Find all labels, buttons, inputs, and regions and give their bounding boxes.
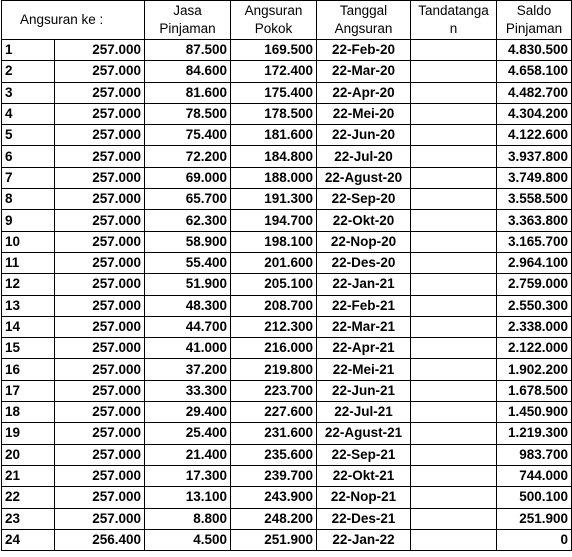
cell-angsuran-pokok: 227.600: [231, 402, 317, 423]
cell-tandatangan: [411, 82, 497, 103]
cell-tandatangan: [411, 508, 497, 529]
cell-angsuran-ke: 19: [2, 423, 55, 444]
table-row: [2, 210, 572, 231]
cell-angsuran: 257.000: [55, 82, 145, 103]
cell-angsuran-pokok: 248.200: [231, 508, 317, 529]
header-tanggal-angsuran: [317, 1, 411, 40]
cell-angsuran-ke: 4: [2, 103, 55, 124]
header-tanggal-line1: Tanggal: [339, 3, 388, 18]
cell-angsuran: 257.000: [55, 338, 145, 359]
cell-angsuran-ke: 18: [2, 402, 55, 423]
cell-tanggal-angsuran: 22-Sep-21: [317, 444, 411, 465]
cell-angsuran-pokok: 219.800: [231, 359, 317, 380]
table-row: [2, 146, 572, 167]
cell-angsuran-ke: 21: [2, 465, 55, 486]
cell-jasa-pinjaman: 21.400: [145, 444, 231, 465]
cell-jasa-pinjaman: 81.600: [145, 82, 231, 103]
cell-tandatangan: [411, 423, 497, 444]
cell-angsuran: 257.000: [55, 103, 145, 124]
cell-tandatangan: [411, 274, 497, 295]
header-pokok-line2: Pokok: [254, 21, 293, 36]
cell-saldo-pinjaman: 3.749.800: [497, 167, 572, 188]
cell-jasa-pinjaman: 33.300: [145, 380, 231, 401]
cell-tanggal-angsuran: 22-Mei-21: [317, 359, 411, 380]
cell-tanggal-angsuran: 22-Feb-21: [317, 295, 411, 316]
cell-saldo-pinjaman: 3.165.700: [497, 231, 572, 252]
cell-saldo-pinjaman: 3.937.800: [497, 146, 572, 167]
cell-saldo-pinjaman: 744.000: [497, 465, 572, 486]
cell-saldo-pinjaman: 1.219.300: [497, 423, 572, 444]
header-tanggal-line2: Angsuran: [334, 21, 393, 36]
cell-angsuran: 257.000: [55, 231, 145, 252]
installment-table: [1, 0, 572, 551]
cell-angsuran-pokok: 191.300: [231, 189, 317, 210]
cell-saldo-pinjaman: 983.700: [497, 444, 572, 465]
cell-angsuran-ke: 15: [2, 338, 55, 359]
table-row: [2, 465, 572, 486]
cell-angsuran-ke: 9: [2, 210, 55, 231]
table-row: [2, 125, 572, 146]
cell-saldo-pinjaman: 3.363.800: [497, 210, 572, 231]
table-row: [2, 167, 572, 188]
cell-saldo-pinjaman: 251.900: [497, 508, 572, 529]
table-row: [2, 252, 572, 273]
cell-tanggal-angsuran: 22-Jul-21: [317, 402, 411, 423]
cell-saldo-pinjaman: 2.122.000: [497, 338, 572, 359]
cell-jasa-pinjaman: 17.300: [145, 465, 231, 486]
table-row: [2, 103, 572, 124]
cell-angsuran: 257.000: [55, 508, 145, 529]
header-saldo-line1: Saldo: [516, 3, 552, 18]
cell-angsuran-ke: 7: [2, 167, 55, 188]
cell-saldo-pinjaman: 4.658.100: [497, 61, 572, 82]
cell-angsuran-pokok: 181.600: [231, 125, 317, 146]
table-row: [2, 359, 572, 380]
table-row: [2, 444, 572, 465]
header-tandatangan-line1: Tandatanga: [418, 3, 489, 18]
table-row: [2, 423, 572, 444]
cell-angsuran-ke: 1: [2, 40, 55, 61]
cell-angsuran-pokok: 198.100: [231, 231, 317, 252]
header-tandatangan: [411, 1, 497, 40]
cell-jasa-pinjaman: 69.000: [145, 167, 231, 188]
header-saldo-line2: Pinjaman: [505, 21, 563, 36]
cell-tandatangan: [411, 359, 497, 380]
table-row: [2, 274, 572, 295]
cell-saldo-pinjaman: 2.964.100: [497, 252, 572, 273]
table-row: [2, 380, 572, 401]
cell-saldo-pinjaman: 1.450.900: [497, 402, 572, 423]
cell-tandatangan: [411, 252, 497, 273]
cell-tanggal-angsuran: 22-Agust-20: [317, 167, 411, 188]
table-row: [2, 231, 572, 252]
cell-angsuran-ke: 17: [2, 380, 55, 401]
cell-angsuran: 257.000: [55, 125, 145, 146]
cell-jasa-pinjaman: 55.400: [145, 252, 231, 273]
cell-tanggal-angsuran: 22-Okt-21: [317, 465, 411, 486]
cell-angsuran-ke: 22: [2, 487, 55, 508]
cell-angsuran: 257.000: [55, 316, 145, 337]
cell-angsuran: 257.000: [55, 402, 145, 423]
cell-tandatangan: [411, 125, 497, 146]
cell-jasa-pinjaman: 44.700: [145, 316, 231, 337]
cell-angsuran: 257.000: [55, 295, 145, 316]
table-row: [2, 529, 572, 550]
cell-angsuran-ke: 2: [2, 61, 55, 82]
cell-tandatangan: [411, 103, 497, 124]
cell-tanggal-angsuran: 22-Okt-20: [317, 210, 411, 231]
cell-angsuran: 257.000: [55, 61, 145, 82]
cell-tandatangan: [411, 402, 497, 423]
cell-tandatangan: [411, 444, 497, 465]
cell-tandatangan: [411, 189, 497, 210]
cell-saldo-pinjaman: 4.830.500: [497, 40, 572, 61]
cell-tanggal-angsuran: 22-Mar-20: [317, 61, 411, 82]
cell-angsuran: 257.000: [55, 359, 145, 380]
table-row: [2, 338, 572, 359]
cell-saldo-pinjaman: 3.558.500: [497, 189, 572, 210]
cell-tanggal-angsuran: 22-Agust-21: [317, 423, 411, 444]
table-row: [2, 316, 572, 337]
table-row: [2, 508, 572, 529]
cell-jasa-pinjaman: 51.900: [145, 274, 231, 295]
cell-saldo-pinjaman: 1.902.200: [497, 359, 572, 380]
cell-jasa-pinjaman: 65.700: [145, 189, 231, 210]
cell-angsuran-ke: 14: [2, 316, 55, 337]
cell-angsuran-ke: 24: [2, 529, 55, 550]
cell-tanggal-angsuran: 22-Jan-22: [317, 529, 411, 550]
cell-angsuran: 257.000: [55, 380, 145, 401]
cell-angsuran-pokok: 243.900: [231, 487, 317, 508]
cell-angsuran-ke: 13: [2, 295, 55, 316]
table-row: [2, 40, 572, 61]
cell-saldo-pinjaman: 2.338.000: [497, 316, 572, 337]
cell-angsuran: 257.000: [55, 189, 145, 210]
cell-jasa-pinjaman: 72.200: [145, 146, 231, 167]
cell-angsuran: 257.000: [55, 423, 145, 444]
header-jasa-line2: Pinjaman: [159, 21, 216, 36]
cell-tanggal-angsuran: 22-Nop-21: [317, 487, 411, 508]
cell-angsuran: 257.000: [55, 40, 145, 61]
cell-angsuran-ke: 16: [2, 359, 55, 380]
cell-tanggal-angsuran: 22-Jul-20: [317, 146, 411, 167]
cell-saldo-pinjaman: 2.759.000: [497, 274, 572, 295]
cell-tanggal-angsuran: 22-Jan-21: [317, 274, 411, 295]
cell-angsuran-pokok: 172.400: [231, 61, 317, 82]
cell-jasa-pinjaman: 8.800: [145, 508, 231, 529]
cell-angsuran: 257.000: [55, 465, 145, 486]
cell-tanggal-angsuran: 22-Jun-20: [317, 125, 411, 146]
cell-jasa-pinjaman: 29.400: [145, 402, 231, 423]
cell-angsuran-ke: 3: [2, 82, 55, 103]
cell-angsuran-pokok: 231.600: [231, 423, 317, 444]
cell-jasa-pinjaman: 13.100: [145, 487, 231, 508]
cell-angsuran-ke: 12: [2, 274, 55, 295]
header-jasa-pinjaman: [145, 1, 231, 40]
cell-angsuran-pokok: 208.700: [231, 295, 317, 316]
table-row: [2, 402, 572, 423]
header-saldo-pinjaman: [497, 1, 572, 40]
cell-tandatangan: [411, 295, 497, 316]
cell-tandatangan: [411, 465, 497, 486]
cell-jasa-pinjaman: 25.400: [145, 423, 231, 444]
cell-angsuran-ke: 20: [2, 444, 55, 465]
cell-jasa-pinjaman: 4.500: [145, 529, 231, 550]
cell-tandatangan: [411, 380, 497, 401]
table-row: [2, 189, 572, 210]
cell-angsuran: 257.000: [55, 444, 145, 465]
cell-angsuran-pokok: 235.600: [231, 444, 317, 465]
cell-angsuran: 257.000: [55, 210, 145, 231]
cell-tanggal-angsuran: 22-Apr-21: [317, 338, 411, 359]
cell-tanggal-angsuran: 22-Nop-20: [317, 231, 411, 252]
header-angsuran-ke-label: Angsuran ke :: [20, 12, 104, 27]
cell-tanggal-angsuran: 22-Des-21: [317, 508, 411, 529]
cell-jasa-pinjaman: 58.900: [145, 231, 231, 252]
cell-saldo-pinjaman: 0: [497, 529, 572, 550]
cell-tanggal-angsuran: 22-Mar-21: [317, 316, 411, 337]
cell-saldo-pinjaman: 500.100: [497, 487, 572, 508]
cell-angsuran: 257.000: [55, 252, 145, 273]
cell-tanggal-angsuran: 22-Des-20: [317, 252, 411, 273]
cell-angsuran-pokok: 194.700: [231, 210, 317, 231]
cell-angsuran-pokok: 178.500: [231, 103, 317, 124]
cell-angsuran-ke: 10: [2, 231, 55, 252]
cell-angsuran: 257.000: [55, 146, 145, 167]
cell-tanggal-angsuran: 22-Feb-20: [317, 40, 411, 61]
cell-angsuran-ke: 5: [2, 125, 55, 146]
cell-tanggal-angsuran: 22-Sep-20: [317, 189, 411, 210]
cell-saldo-pinjaman: 4.304.200: [497, 103, 572, 124]
cell-jasa-pinjaman: 37.200: [145, 359, 231, 380]
cell-tandatangan: [411, 167, 497, 188]
cell-angsuran-pokok: 216.000: [231, 338, 317, 359]
cell-angsuran-ke: 23: [2, 508, 55, 529]
cell-angsuran-pokok: 251.900: [231, 529, 317, 550]
header-tandatangan-line2: n: [449, 21, 458, 36]
cell-angsuran-ke: 8: [2, 189, 55, 210]
cell-angsuran-pokok: 184.800: [231, 146, 317, 167]
cell-angsuran-pokok: 212.300: [231, 316, 317, 337]
cell-saldo-pinjaman: 4.122.600: [497, 125, 572, 146]
cell-angsuran: 256.400: [55, 529, 145, 550]
cell-angsuran-pokok: 223.700: [231, 380, 317, 401]
table-row: [2, 295, 572, 316]
cell-tandatangan: [411, 210, 497, 231]
cell-angsuran-ke: 11: [2, 252, 55, 273]
cell-tandatangan: [411, 338, 497, 359]
header-jasa-line1: Jasa: [173, 3, 202, 18]
cell-angsuran-pokok: 188.000: [231, 167, 317, 188]
cell-angsuran-pokok: 205.100: [231, 274, 317, 295]
header-row: [2, 1, 572, 40]
cell-tandatangan: [411, 316, 497, 337]
table-row: [2, 61, 572, 82]
cell-tanggal-angsuran: 22-Mei-20: [317, 103, 411, 124]
cell-jasa-pinjaman: 78.500: [145, 103, 231, 124]
cell-angsuran: 257.000: [55, 167, 145, 188]
cell-tandatangan: [411, 487, 497, 508]
cell-jasa-pinjaman: 62.300: [145, 210, 231, 231]
cell-angsuran-pokok: 175.400: [231, 82, 317, 103]
cell-tanggal-angsuran: 22-Jun-21: [317, 380, 411, 401]
cell-angsuran-pokok: 239.700: [231, 465, 317, 486]
cell-angsuran-ke: 6: [2, 146, 55, 167]
header-angsuran-pokok: [231, 1, 317, 40]
cell-saldo-pinjaman: 2.550.300: [497, 295, 572, 316]
cell-angsuran-pokok: 201.600: [231, 252, 317, 273]
cell-tandatangan: [411, 529, 497, 550]
cell-jasa-pinjaman: 75.400: [145, 125, 231, 146]
cell-tandatangan: [411, 146, 497, 167]
cell-saldo-pinjaman: 1.678.500: [497, 380, 572, 401]
cell-tandatangan: [411, 61, 497, 82]
header-pokok-line1: Angsuran: [244, 3, 303, 18]
cell-angsuran: 257.000: [55, 274, 145, 295]
table-body: [2, 40, 572, 551]
header-angsuran-ke: [2, 1, 145, 40]
cell-jasa-pinjaman: 48.300: [145, 295, 231, 316]
cell-jasa-pinjaman: 41.000: [145, 338, 231, 359]
cell-jasa-pinjaman: 87.500: [145, 40, 231, 61]
cell-tandatangan: [411, 40, 497, 61]
cell-tanggal-angsuran: 22-Apr-20: [317, 82, 411, 103]
cell-tandatangan: [411, 231, 497, 252]
cell-angsuran-pokok: 169.500: [231, 40, 317, 61]
table-row: [2, 82, 572, 103]
table-header: [2, 1, 572, 40]
cell-saldo-pinjaman: 4.482.700: [497, 82, 572, 103]
cell-jasa-pinjaman: 84.600: [145, 61, 231, 82]
table-row: [2, 487, 572, 508]
cell-angsuran: 257.000: [55, 487, 145, 508]
